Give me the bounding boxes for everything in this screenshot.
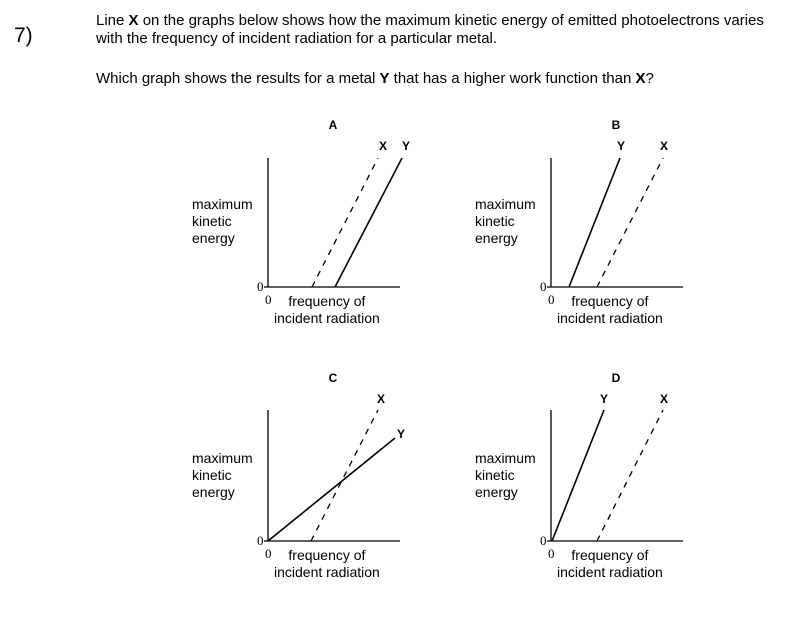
line-y-label: Y [396,427,406,441]
y-axis-label: maximum kinetic energy [475,450,536,500]
graph-letter: C [328,371,338,385]
x-zero: 0 [265,546,272,561]
line-y-label: Y [599,392,609,406]
line-x-label: X [659,139,669,153]
y-axis-label: maximum kinetic energy [475,196,536,246]
line-x [311,410,378,541]
graph-letter: D [611,371,621,385]
x-zero: 0 [548,546,555,561]
line-x-label: X [376,392,386,406]
graph-letter: B [611,118,621,132]
line-y [268,438,395,541]
x-axis-label: frequency of incident radiation [274,547,380,580]
graph-letter: A [328,118,338,132]
line-x [597,158,663,287]
line-x [597,410,663,541]
line-y-label: Y [616,139,626,153]
graph-b[interactable] [473,112,773,342]
graph-d[interactable] [473,366,773,596]
y-zero: 0 [540,533,547,548]
x-zero: 0 [548,292,555,307]
y-axis-label: maximum kinetic energy [192,450,253,500]
line-x-label: X [659,392,669,406]
x-zero: 0 [265,292,272,307]
x-axis-label: frequency of incident radiation [557,293,663,326]
x-axis-label: frequency of incident radiation [274,293,380,326]
y-zero: 0 [257,279,264,294]
question-number: 7) [14,24,33,47]
line-y-label: Y [401,139,411,153]
graph-a[interactable] [190,112,490,342]
y-zero: 0 [540,279,547,294]
y-axis-label: maximum kinetic energy [192,196,253,246]
line-y [569,158,620,287]
x-axis-label: frequency of incident radiation [557,547,663,580]
line-y [552,410,604,541]
question-intro: Line X on the graphs below shows how the maximum kinetic energy of emitted photoelectrons varies with the frequency of incident radiation for a particular metal. [96,12,764,47]
question-prompt: Which graph shows the results for a metal Y that has a higher work function than X? [96,70,654,87]
y-zero: 0 [257,533,264,548]
line-x-label: X [378,139,388,153]
graph-c[interactable] [190,366,490,596]
